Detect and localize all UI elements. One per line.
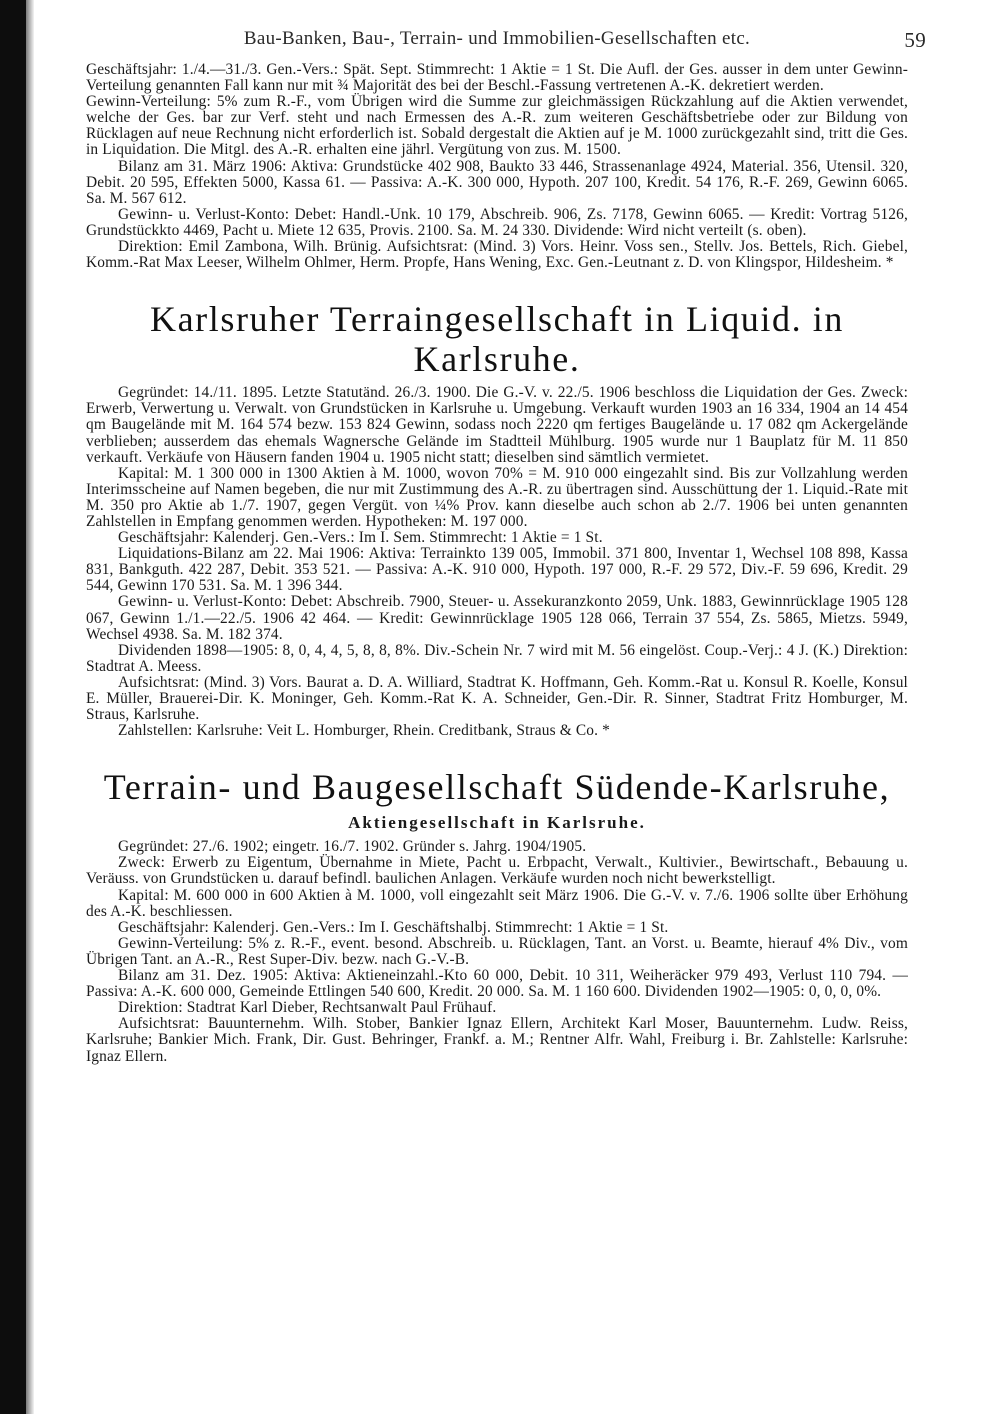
paragraph: Direktion: Emil Zambona, Wilh. Brünig. Aufsichtsrat: (Mind. 3) Vors. Heinr. Voss sen., Stellv. Jos. Bettels, Rich. Giebel, Komm.-Rat Max Leeser, Wilhelm Ohlmer, Herm. Propfe, Hans Wening, Exc. Gen.-Leutnant z. D. von Klingspor, Hildesheim. *	[86, 238, 908, 272]
paragraph: Gewinn- u. Verlust-Konto: Debet: Handl.-Unk. 10 179, Abschreib. 906, Zs. 7178, Gewinn 6065. — Kredit: Vortrag 5126, Grundstückkto 4469, Pacht u. Miete 12 635, Provis. 2100. Sa. M. 24 330. Dividende: Wird nicht verteilt (s. oben).	[86, 205, 908, 239]
book-spine-shadow	[0, 0, 26, 1414]
paragraph: Aufsichtsrat: (Mind. 3) Vors. Baurat a. D. A. Williard, Stadtrat K. Hoffmann, Geh. Komm.-Rat u. Konsul R. Koelle, Konsul E. Müller, Brauerei-Dir. K. Moninger, Geh. Komm.-Rat K. A. Schneider, Gen.-Dir. R. Sinner, Stadtrat Fritz Homburger, M. Straus, Karlsruhe.	[86, 673, 908, 724]
paragraph: Aufsichtsrat: Bauunternehm. Wilh. Stober, Bankier Ignaz Ellern, Architekt Karl Moser, Bauunternehm. Ludw. Reiss, Karlsruhe; Bankier Mich. Frank, Dir. Gust. Behringer, Frankf. a. M.; Rentner Alfr. Wahl, Freiburg i. Br. Zahlstelle: Karlsruhe: Ignaz Ellern.	[86, 1015, 908, 1065]
paragraph: Zweck: Erwerb zu Eigentum, Übernahme in Miete, Pacht u. Erbpacht, Verwalt., Kultivier., Bewirtschaft., Bebauung u. Veräuss. von Grundstücken u. darauf befindl. baulichen Anlagen. Verkäufe wurden noch nicht bewerkstelligt.	[86, 854, 908, 888]
running-head-title: Bau-Banken, Bau-, Terrain- und Immobilien-Gesellschaften etc.	[243, 28, 751, 49]
paragraph: Bilanz am 31. März 1906: Aktiva: Grundstücke 402 908, Baukto 33 446, Strassenanlage 4924, Material. 356, Utensil. 320, Debit. 20 595, Effekten 5000, Kassa 61. — Passiva: A.-K. 300 000, Hypoth. 207 100, Kredit. 54 176, R.-F. 269, Gewinn 6065. Sa. M. 567 612.	[86, 157, 908, 207]
entry-suedende-karlsruhe	[86, 839, 908, 1064]
company-heading-karlsruher: Karlsruher Terraingesellschaft in Liquid. in Karlsruhe.	[149, 299, 845, 380]
paragraph: Zahlstellen: Karlsruhe: Veit L. Homburger, Rhein. Creditbank, Straus & Co. *	[118, 722, 610, 740]
company-heading-suedende: Terrain- und Baugesellschaft Südende-Karlsruhe,	[103, 767, 891, 808]
paragraph: Gewinn- u. Verlust-Konto: Debet: Abschreib. 7900, Steuer- u. Assekuranzkonto 2059, Unk. 1883, Gewinnrücklage 1905 128 067, Gewinn 1./1.—22./5. 1906 42 464. — Kredit: Gewinnrücklage 1905 128 066, Terrain 37 554, Zs. 5865, Mietzs. 5949, Wechsel 4938. Sa. M. 182 374.	[86, 593, 908, 643]
page-number: 59	[904, 28, 926, 52]
paragraph: Kapital: M. 1 300 000 in 1300 Aktien à M. 1000, wovon 70% = M. 910 000 eingezahlt sind. Bis zur Vollzahlung werden Interimsscheine auf Namen begeben, die nur mit Zustimmung des A.-R. zu übertragen sind. Ausschüttung der 1. Liquid.-Rate mit M. 350 pro Aktie ab 1./7. 1907, gegen Vergüt. von ¼% Prov. kann dieselbe auch schon ab 2./7. 1906 bei unten genannten Zahlstellen in Empfang genommen werden. Hypotheken: M. 197 000.	[86, 464, 908, 530]
company-subheading-suedende: Aktiengesellschaft in Karlsruhe.	[348, 813, 646, 833]
paragraph: Geschäftsjahr: Kalenderj. Gen.-Vers.: Im I. Sem. Stimmrecht: 1 Aktie = 1 St.	[118, 529, 603, 547]
page-content	[86, 28, 926, 1065]
paragraph: Gegründet: 14./11. 1895. Letzte Statutänd. 26./3. 1900. Die G.-V. v. 22./5. 1906 beschloss die Liquidation der Ges. Zweck: Erwerb, Verwertung u. Verwalt. von Grundstücken in Karlsruhe u. Umgebung. Verkauft wurden 1903 an 16 334, 1904 an 14 454 qm Baugelände mit M. 164 574 bezw. 153 824 Gewinn, sodass noch 2220 qm fertiges Baugelände u. 17 082 qm Ackergelände verblieben; ausserdem das ehemals Wagnersche Gelände im Stadtteil Mühlburg. 1905 wurde nur 1 Bauplatz für M. 11 850 verkauft. Verkäufe von Häusern fanden 1904 u. 1905 nicht statt; dieselben sind sämtlich vermietet.	[86, 384, 908, 466]
page-gutter	[26, 0, 34, 1414]
entry-continued	[86, 62, 908, 271]
paragraph: Gegründet: 27./6. 1902; eingetr. 16./7. 1902. Gründer s. Jahrg. 1904/1905.	[118, 838, 587, 856]
running-head	[86, 28, 926, 62]
paragraph: Geschäftsjahr: Kalenderj. Gen.-Vers.: Im I. Geschäftshalbj. Stimmrecht: 1 Aktie = 1 St.	[118, 918, 669, 936]
paragraph: Gewinn-Verteilung: 5% z. R.-F., event. besond. Abschreib. u. Rücklagen, Tant. an Vorst. u. Beamte, hierauf 4% Div., vom Übrigen Tant. an A.-R., Rest Super-Div. bezw. nach G.-V.-B.	[86, 934, 908, 968]
paragraph: Dividenden 1898—1905: 8, 0, 4, 4, 5, 8, 8, 8%. Div.-Schein Nr. 7 wird mit M. 56 eingelöst. Coup.-Verj.: 4 J. (K.) Direktion: Stadtrat A. Meess.	[86, 641, 908, 675]
paragraph: Geschäftsjahr: 1./4.—31./3. Gen.-Vers.: Spät. Sept. Stimmrecht: 1 Aktie = 1 St. Die Aufl. der Ges. ausser in dem unter Gewinn-Verteilung genannten Fall kann nur mit ¾ Majorität des bei der Beschl.-Fassung vertretenen A.-K. dekretiert werden.	[86, 61, 908, 95]
entry-karlsruher-terraingesellschaft	[86, 385, 908, 739]
paragraph: Bilanz am 31. Dez. 1905: Aktiva: Aktieneinzahl.-Kto 60 000, Debit. 10 311, Weiheräcker 979 493, Verlust 110 794. — Passiva: A.-K. 600 000, Gemeinde Ettlingen 540 600, Kredit. 20 000. Sa. M. 1 160 600. Dividenden 1902—1905: 0, 0, 0, 0%.	[86, 967, 908, 1001]
paragraph: Kapital: M. 600 000 in 600 Aktien à M. 1000, voll eingezahlt seit März 1906. Die G.-V. v. 7./6. 1906 sollte über Erhöhung des A.-K. beschliessen.	[86, 886, 908, 920]
paragraph: Direktion: Stadtrat Karl Dieber, Rechtsanwalt Paul Frühauf.	[118, 999, 497, 1017]
paragraph: Liquidations-Bilanz am 22. Mai 1906: Aktiva: Terrainkto 139 005, Immobil. 371 800, Inventar 1, Wechsel 108 898, Kassa 831, Bankguth. 422 287, Debit. 353 521. — Passiva: A.-K. 910 000, Hypoth. 197 000, R.-F. 29 572, Div.-F. 59 696, Kredit. 29 544, Gewinn 170 531. Sa. M. 1 396 344.	[86, 545, 908, 595]
paragraph: Gewinn-Verteilung: 5% zum R.-F., vom Übrigen wird die Summe zur gleichmässigen Rückzahlung auf die Aktien verwendet, welche der Ges. bar zur Verf. steht und nach Ermessen des A.-R. zum weiteren Geschäftsbetriebe oder zur Bildung von Rücklagen auf neue Rechnung nicht erforderlich ist. Sobald dergestalt die Aktien auf je M. 1000 zurückgezahlt sind, tritt die Ges. in Liquidation. Die Mitgl. des A.-R. erhalten eine jährl. Vergütung von zus. M. 1500.	[86, 93, 908, 159]
